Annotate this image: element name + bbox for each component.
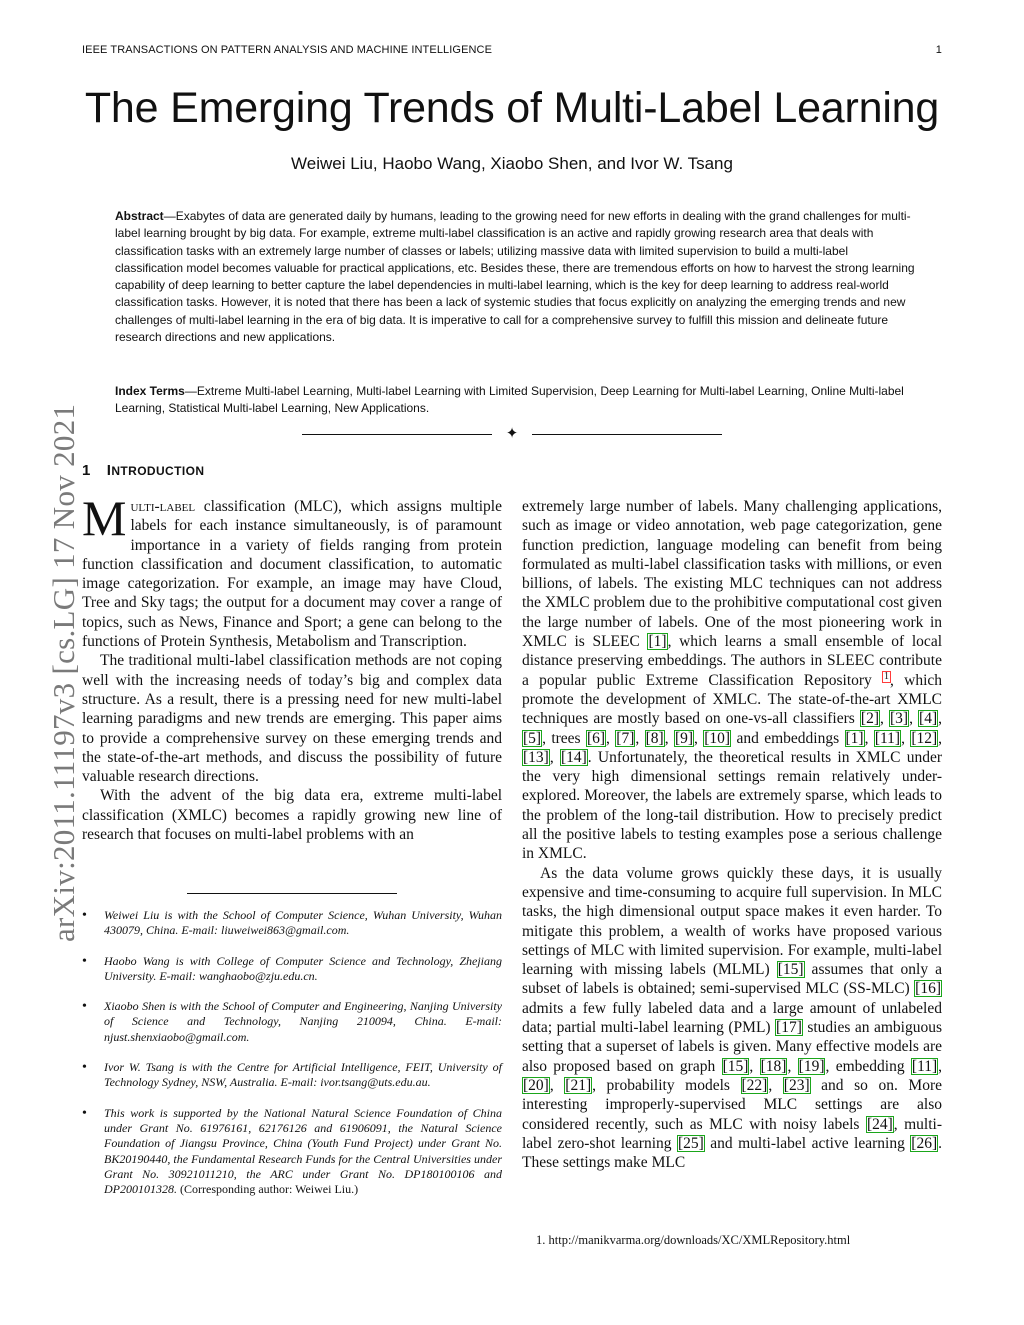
text-run: , embedding xyxy=(825,1057,911,1075)
intro-paragraph-1 xyxy=(82,490,502,651)
text-run: . Unfortunately, the theoretical results in XMLC under the very high dimensional settings remain relatively under-explored. Moreover, the labels are extremely sparse, which leads to the problem of the long-tail distribution. How to precisely predict all the positive labels to testing examples pose a serious challenge in XMLC. xyxy=(522,748,942,863)
text-run: and multi-label active learning xyxy=(704,1134,911,1152)
right-paragraph-2: As the data volume grows quickly these days, it is usually expensive and time-consuming to acquire full supervision. In MLC tasks, the high dimensional output space makes it even harder. To mitigate this problem, a wealth of works have proposed various settings of MLC with limited supervision. For example, multi-label learning with missing labels (MLML) [15] assumes that only a subset of labels is obtained; semi-supervised MLC (SS-MLC) [16] admits a few fully labeled data and a large amount of unlabeled data; partial multi-label learning (PML) [17] studies an ambiguous setting that a superset of labels is given. Many effective models are also proposed based on graph [15], [18], [19], embedding [11], [20], [21], probability models [22], [23] and so on. More interesting improperly-supervised MLC settings are also considered recently, such as MLC with noisy labels [24], multi-label zero-shot learning [25] and multi-label active learning [26]. These settings make MLC xyxy=(522,864,943,1172)
journal-name: IEEE TRANSACTIONS ON PATTERN ANALYSIS AND MACHINE INTELLIGENCE xyxy=(82,44,493,56)
section-number: 1 xyxy=(82,462,91,479)
index-terms xyxy=(115,383,915,418)
citation-link[interactable]: [2] xyxy=(860,710,879,728)
affiliation-shen: • Xiaobo Shen is with the School of Computer and Engineering, Nanjing University of Science and Technology, Nanjing 210094, China. E-mail: njust.shenxiaobo@gmail.com. xyxy=(82,999,502,1045)
divider-line-left xyxy=(302,434,492,435)
text-run: and embeddings xyxy=(731,729,845,747)
intro-paragraph-1-text: classification (MLC), which assigns multiple labels for each instance simultaneously, is of paramount importance in a variety of fields ranging from protein function classification and document classification, to automatic image categorization. For example, an image may have Cloud, Tree and Sky tags; the output for a document may cover a range of topics, such as News, Finance and Sport; a gene can belong to the functions of Protein Synthesis, Metabolism and Transcription. xyxy=(82,498,502,651)
citation-link[interactable]: [10] xyxy=(704,729,731,747)
citation-link[interactable]: [4] xyxy=(919,710,938,728)
abstract-label: Abstract xyxy=(115,209,164,223)
affiliation-tsang: • Ivor W. Tsang is with the Centre for Artificial Intelligence, FEIT, University of Technology Sydney, NSW, Australia. E-mail: ivor.tsang@uts.edu.au. xyxy=(82,1060,502,1091)
index-terms-text: —Extreme Multi-label Learning, Multi-label Learning with Limited Supervision, Deep Learning for Multi-label Learning, Online Multi-label Learning, Statistical Multi-label Learning, New Applications. xyxy=(115,384,904,416)
text-run: As the data volume grows quickly these days, it is usually expensive and time-consuming to acquire full supervision. In MLC tasks, the high dimensional output space makes it even harder. To mitigate this problem, a wealth of works have proposed various settings of MLC with limited supervision. For example, multi-label learning with missing labels (MLML) xyxy=(522,864,942,979)
footnote-url: 1. http://manikvarma.org/downloads/XC/XMLRepository.html xyxy=(536,1233,851,1247)
left-column xyxy=(82,490,502,844)
citation-link[interactable]: [17] xyxy=(776,1019,802,1037)
abstract-text: —Exabytes of data are generated daily by humans, leading to the growing need for new efforts in dealing with the grand challenges for multi-label learning brought by big data. For example, extreme multi-label classification is an active and rapidly growing research area that deals with classification tasks with an extremely large number of classes or labels; utilizing massive data with limited supervision to build a multi-label classification model becomes valuable for practical applications, etc. Besides these, there are tremendous efforts on how to harvest the strong learning capability of deep learning to better capture the label dependencies in multi-label learning, which is the key for deep learning to address real-world classification tasks. However, it is noted that there has been a lack of systemic studies that focus explicitly on analyzing the emerging trends and new challenges of multi-label learning in the era of big data. It is imperative to call for a comprehensive survey to fulfill this mission and delineate future research directions and new applications. xyxy=(115,209,915,345)
footnote-rule xyxy=(187,893,397,894)
text-run: , multi-label zero-shot learning xyxy=(522,1115,943,1152)
section-title-initial: I xyxy=(106,462,112,479)
funding-note xyxy=(82,1106,502,1198)
citation-link[interactable]: [15] xyxy=(777,961,804,979)
abstract xyxy=(115,208,915,346)
citation-link[interactable]: [22] xyxy=(741,1076,768,1094)
text-run: . These settings make MLC xyxy=(522,1134,942,1172)
arxiv-identifier: arXiv:2011.11197v3 [cs.LG] 17 Nov 2021 xyxy=(46,403,81,942)
footnote-marker-link[interactable]: 1 xyxy=(884,670,890,682)
page-number: 1 xyxy=(935,44,942,56)
citation-link[interactable]: [13] xyxy=(523,748,549,766)
author-affiliations xyxy=(82,908,502,1212)
text-run: admits a few fully labeled data and a large amount of unlabeled data; partial multi-label learning (PML) xyxy=(522,999,942,1037)
text-run: , which learns a small ensemble of local distance preserving embeddings. The authors in SLEEC contribute a popular public Extreme Classification Repository xyxy=(522,633,943,689)
right-paragraph-1: extremely large number of labels. Many challenging applications, such as image or video annotation, web page categorization, gene function prediction, language modeling can benefit from being formulated as multi-label classification tasks with millions, or even billions, of labels. The existing MLC techniques can not address the XMLC problem due to the prohibitive computational cost given the large number of labels. One of the most pioneering work in XMLC is SLEEC [1], which learns a small ensemble of local distance preserving embeddings. The authors in SLEEC contribute a popular public Extreme Classification Repository 1, which promote the development of XMLC. The state-of-the-art XMLC techniques are mostly based on one-vs-all classifiers [2], [3], [4], [5], trees [6], [7], [8], [9], [10] and embeddings [1], [11], [12], [13], [14]. Unfortunately, the theoretical results in XMLC under the very high dimensional settings remain relatively under-explored. Moreover, the labels are extremely sparse, which leads to the problem of the long-tail distribution. How to precisely predict all the positive labels to testing examples pose a serious challenge in XMLC. xyxy=(522,498,943,863)
citation-link[interactable]: [3] xyxy=(889,710,909,728)
citation-link[interactable]: [5] xyxy=(523,729,542,747)
citation-link[interactable]: [25] xyxy=(677,1134,704,1152)
citation-link[interactable]: [26] xyxy=(911,1134,938,1152)
citation-link[interactable]: [15] xyxy=(722,1057,749,1075)
arxiv-sidebar-stamp xyxy=(0,0,81,1325)
drop-cap: M xyxy=(82,490,127,546)
text-run: extremely large number of labels. Many challenging applications, such as image or video annotation, web page categorization, gene function prediction, language modeling can benefit from being formulated as multi-label classification tasks with millions, or even billions, of labels. The existing MLC techniques can not address the XMLC problem due to the prohibitive computational cost given the large number of labels. One of the most pioneering work in XMLC is SLEEC xyxy=(522,498,942,651)
citation-link[interactable]: [8] xyxy=(645,729,664,747)
text-run: , probability models xyxy=(592,1076,741,1094)
right-column xyxy=(522,497,942,1172)
section-title-rest: NTRODUCTION xyxy=(111,464,205,478)
divider-line-right xyxy=(532,434,722,435)
divider-diamond-icon: ✦ xyxy=(505,424,519,442)
smallcaps-lead: ulti-label xyxy=(130,498,196,515)
citation-link[interactable]: [18] xyxy=(760,1057,787,1075)
citation-link[interactable]: [1] xyxy=(845,729,864,747)
citation-link[interactable]: [9] xyxy=(674,729,694,747)
affiliation-liu: • Weiwei Liu is with the School of Computer Science, Wuhan University, Wuhan 430079, China. E-mail: liuweiwei863@gmail.com. xyxy=(82,908,502,939)
citation-link[interactable]: [7] xyxy=(616,729,635,747)
citation-link[interactable]: [1] xyxy=(648,633,667,651)
index-terms-label: Index Terms xyxy=(115,384,185,398)
author-list: Weiwei Liu, Haobo Wang, Xiaobo Shen, and Ivor W. Tsang xyxy=(291,154,733,173)
corresponding-author: (Corresponding author: Weiwei Liu.) xyxy=(177,1182,359,1197)
intro-paragraph-3: With the advent of the big data era, extreme multi-label classification (XMLC) becomes a rapidly growing new line of research that focuses on multi-label problems with an xyxy=(82,787,502,844)
text-run: , which promote the development of XMLC. The state-of-the-art XMLC techniques are mostly based on one-vs-all classifiers xyxy=(522,671,943,728)
citation-link[interactable]: [11] xyxy=(874,729,901,747)
section-divider xyxy=(302,426,722,444)
citation-link[interactable]: [20] xyxy=(523,1076,549,1094)
text-run: , trees xyxy=(542,729,586,747)
text-run: assumes that only a subset of labels is obtained; semi-supervised MLC (SS-MLC) xyxy=(522,961,942,998)
citation-link[interactable]: [23] xyxy=(783,1076,810,1094)
funding-text: This work is supported by the National Natural Science Foundation of China under Grant No. 61976161, 62176126 and 61906091, the Natural Science Foundation of Jiangsu Province, China (Youth Fund Project) under Grant No. BK20190440, the Fundamental Research Funds for the Central Universities under Grant No. 30921011210, the ARC under Grant No. DP180100106 and DP200101328. xyxy=(104,1105,502,1197)
section-heading-introduction xyxy=(82,462,204,479)
citation-link[interactable]: [19] xyxy=(798,1057,825,1075)
citation-link[interactable]: [14] xyxy=(560,748,587,766)
citation-link[interactable]: [16] xyxy=(915,980,941,998)
text-run: and so on. More interesting improperly-supervised MLC settings are also considered recently, such as MLC with noisy labels xyxy=(522,1076,943,1133)
citation-link[interactable]: [11] xyxy=(911,1057,938,1075)
affiliation-wang: • Haobo Wang is with College of Computer Science and Technology, Zhejiang University. E-mail: wanghaobo@zju.edu.cn. xyxy=(82,954,502,985)
intro-paragraph-2: The traditional multi-label classification methods are not coping well with the increasing needs of today’s big and complex data structure. As a result, there is a pressing need for new multi-label learning paradigms and new trends are emerging. This paper aims to provide a comprehensive survey on these emerging trends and the state-of-the-art methods, and discuss the possibility of future valuable research directions. xyxy=(82,652,502,786)
citation-link[interactable]: [6] xyxy=(586,729,606,747)
text-run: studies an ambiguous setting that a superset of labels is given. Many effective models are also proposed based on graph xyxy=(522,1019,942,1075)
citation-link[interactable]: [24] xyxy=(866,1115,893,1133)
citation-link[interactable]: [12] xyxy=(911,729,938,747)
paper-title: The Emerging Trends of Multi-Label Learning xyxy=(84,84,940,132)
citation-link[interactable]: [21] xyxy=(565,1076,592,1094)
